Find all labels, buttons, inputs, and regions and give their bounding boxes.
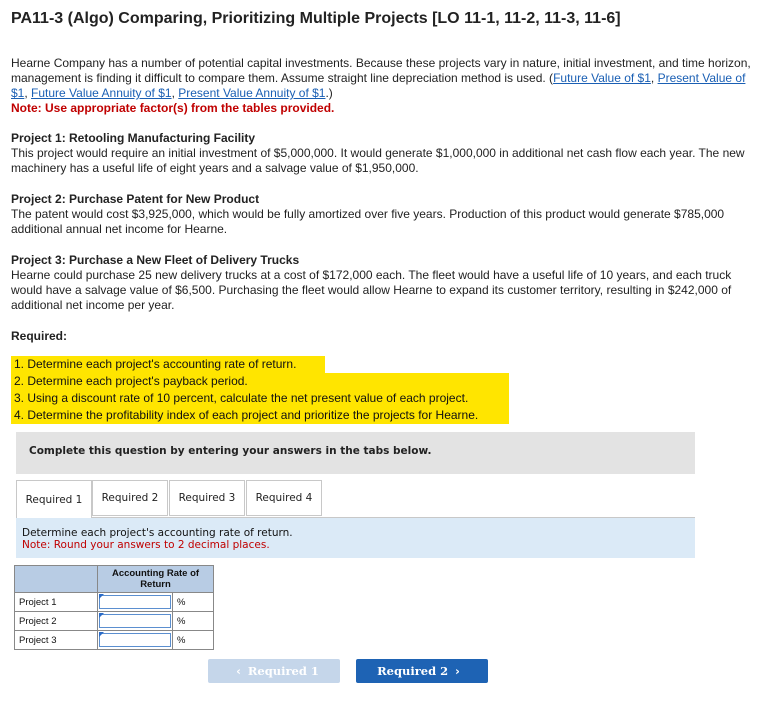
instruction-text: Determine each project's accounting rate of return. <box>22 527 293 539</box>
tab-required-1[interactable]: Required 1 <box>16 480 92 518</box>
project-1 <box>11 131 763 176</box>
prev-button[interactable] <box>208 659 340 683</box>
project-3-arr-input[interactable] <box>99 633 171 647</box>
required-heading: Required: <box>11 329 68 343</box>
instruction-panel <box>16 432 695 474</box>
input-marker <box>99 594 104 599</box>
required-list <box>11 356 509 424</box>
instruction-note: Note: Round your answers to 2 decimal places. <box>22 539 270 551</box>
unit-label: % <box>173 593 214 612</box>
project-2 <box>11 192 763 237</box>
tab-instructions <box>16 518 695 558</box>
link-present-value-annuity[interactable]: Present Value Annuity of $1 <box>178 86 326 100</box>
required-item: 2. Determine each project's payback period. <box>11 373 509 390</box>
row-label: Project 1 <box>15 593 98 612</box>
table-row <box>15 593 214 612</box>
row-label: Project 3 <box>15 631 98 650</box>
answer-cell <box>98 631 173 650</box>
project-text: Hearne could purchase 25 new delivery trucks at a cost of $172,000 each. The fleet would have a useful life of 10 years, and each truck would have a salvage value of $6,500. Purchasing the fleet would allow Hearne to expand its customer territory, resulting in $242,000 of additional net income per year. <box>11 268 732 312</box>
intro-paragraph <box>11 56 763 116</box>
link-separator: , <box>171 86 179 100</box>
project-1-arr-input[interactable] <box>99 595 171 609</box>
tab-required-3[interactable]: Required 3 <box>169 480 245 516</box>
page-title: PA11-3 (Algo) Comparing, Prioritizing Multiple Projects [LO 11-1, 11-2, 11-3, 11-6] <box>11 10 621 27</box>
chevron-right-icon: › <box>455 664 460 678</box>
unit-label: % <box>173 631 214 650</box>
link-separator: , <box>24 86 32 100</box>
intro-text: Hearne Company has a number of potential capital investments. Because these projects vary in nature, initial investment, and time horizon, management is finding it difficult to compare them. Assume straight line depreciation method is used. ( <box>11 56 751 85</box>
next-button[interactable] <box>356 659 488 683</box>
link-separator: , <box>650 71 658 85</box>
required-item: 4. Determine the profitability index of each project and prioritize the projects for Hearne. <box>11 407 509 424</box>
link-future-value[interactable]: Future Value of $1 <box>553 71 651 85</box>
input-marker <box>99 613 104 618</box>
intro-note: Note: Use appropriate factor(s) from the tables provided. <box>11 101 335 115</box>
answer-cell <box>98 612 173 631</box>
project-text: The patent would cost $3,925,000, which would be fully amortized over five years. Production of this product would generate $785,000 additional annual net income for Hearne. <box>11 207 725 236</box>
project-2-arr-input[interactable] <box>99 614 171 628</box>
next-button-label: Required 2 <box>377 664 449 678</box>
answer-table <box>14 565 214 650</box>
link-future-value-annuity[interactable]: Future Value Annuity of $1 <box>31 86 172 100</box>
link-present-value[interactable]: Present Value of $1 <box>11 71 746 100</box>
tab-required-2[interactable]: Required 2 <box>92 480 168 516</box>
column-header: Accounting Rate of Return <box>98 566 214 593</box>
project-3 <box>11 253 763 313</box>
project-heading: Project 1: Retooling Manufacturing Facility <box>11 131 256 145</box>
required-item: 3. Using a discount rate of 10 percent, calculate the net present value of each project. <box>11 390 509 407</box>
prev-button-label: Required 1 <box>247 664 319 678</box>
link-close: .) <box>325 86 333 100</box>
required-item: 1. Determine each project's accounting rate of return. <box>11 356 325 373</box>
table-row <box>15 631 214 650</box>
table-row <box>15 612 214 631</box>
panel-text: Complete this question by entering your answers in the tabs below. <box>29 445 432 457</box>
tab-required-4[interactable]: Required 4 <box>246 480 322 516</box>
unit-label: % <box>173 612 214 631</box>
project-heading: Project 3: Purchase a New Fleet of Delivery Trucks <box>11 253 300 267</box>
input-marker <box>99 632 104 637</box>
row-label: Project 2 <box>15 612 98 631</box>
chevron-left-icon: ‹ <box>236 664 241 678</box>
table-corner <box>15 566 98 593</box>
answer-cell <box>98 593 173 612</box>
project-heading: Project 2: Purchase Patent for New Product <box>11 192 260 206</box>
project-text: This project would require an initial investment of $5,000,000. It would generate $1,000,000 in additional net cash flow each year. The new machinery has a useful life of eight years and a salvage value of $1,950,000. <box>11 146 745 175</box>
